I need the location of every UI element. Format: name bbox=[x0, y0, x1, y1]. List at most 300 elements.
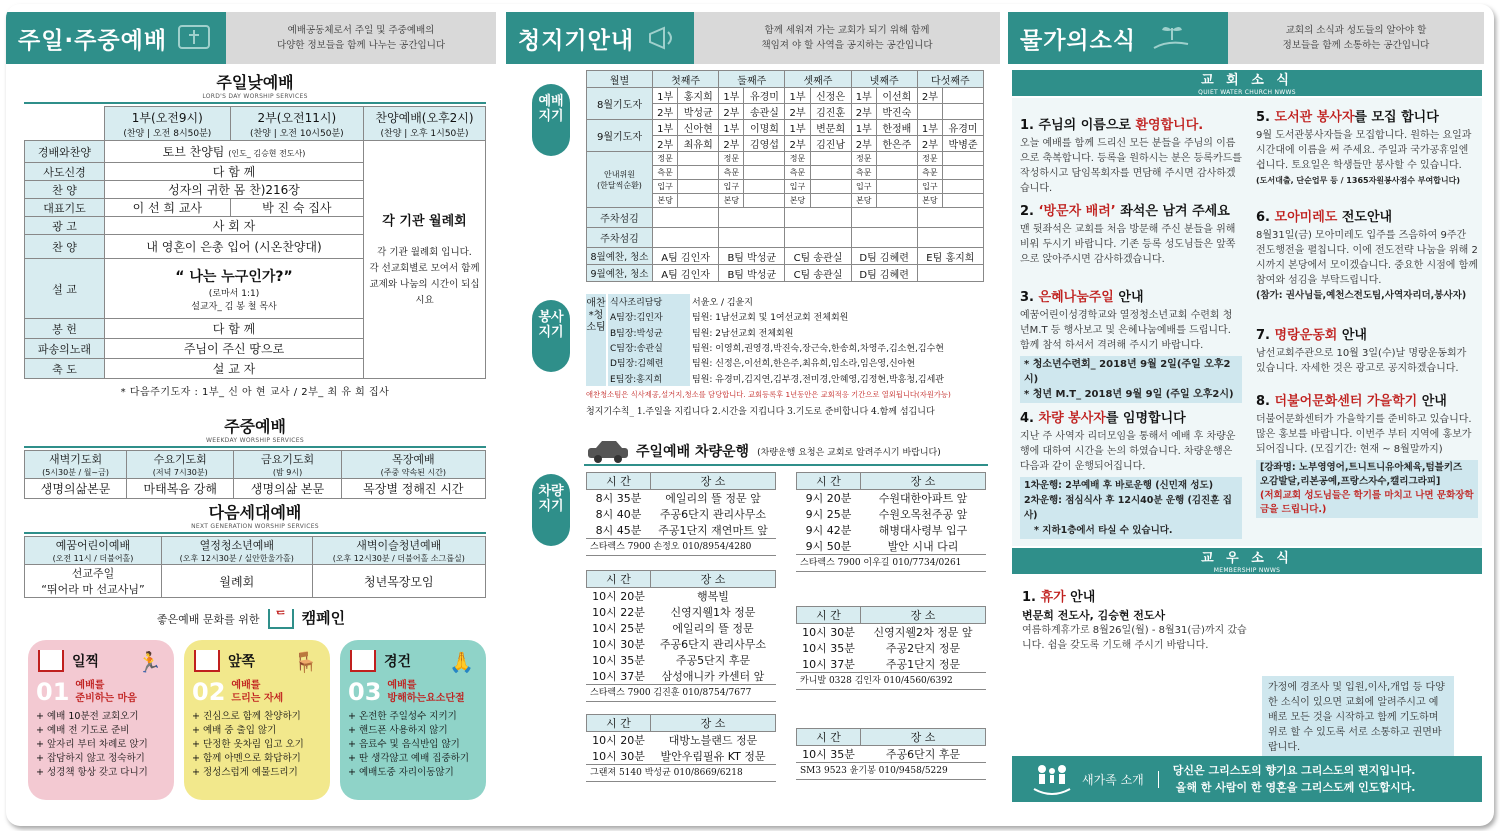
car-label-pill bbox=[532, 474, 570, 546]
right-header-title-box bbox=[1008, 12, 1228, 64]
team-members: 팀원: 1남선교회 및 1여선교회 전체회원 bbox=[692, 313, 849, 324]
steward-rules: 청지기수칙_ 1.주일을 지킵니다 2.시간을 지킵니다 3.기도로 준비합니다 4.함께 섬깁니다 bbox=[586, 407, 935, 417]
campaign-logo-icon bbox=[194, 650, 220, 672]
place-cell: 주공1단지 재연마트 앞 bbox=[658, 524, 768, 537]
team-leader: 식사조리담당 bbox=[608, 294, 690, 309]
place-header: 장 소 bbox=[651, 473, 776, 490]
serve-team-table bbox=[608, 294, 984, 386]
lords-col-2-head: 2부(오전11시) bbox=[257, 110, 337, 125]
time-header: 시 간 bbox=[797, 473, 861, 490]
seated-person-icon: 🪑 bbox=[293, 650, 318, 674]
table-row bbox=[25, 141, 486, 163]
team-members: 서윤오 / 김윤지 bbox=[692, 298, 753, 309]
nextgen-col-head: 열정청소년예배 bbox=[199, 539, 274, 552]
row-value-2: 박 진 숙 집사 bbox=[230, 199, 363, 217]
cell: 2부 bbox=[785, 104, 810, 120]
car-schedule bbox=[796, 472, 986, 554]
news-item-title bbox=[1256, 392, 1478, 412]
team-members: 팀원: 이영희,권영경,박진숙,장근숙,한송희,차영주,김소현,김수현 bbox=[692, 344, 944, 355]
row-label: 파송의노래 bbox=[25, 339, 105, 359]
cell: 박성균 bbox=[678, 104, 719, 120]
place-cell: 주공6단지 관리사무소 bbox=[659, 638, 767, 651]
cell: 2부 bbox=[719, 104, 744, 120]
news-item-box bbox=[1256, 460, 1478, 518]
list-item-text: 성경책 항상 갖고 다니기 bbox=[46, 767, 148, 778]
table-row bbox=[587, 88, 984, 104]
middle-header-desc-line1: 함께 세워져 가는 교회가 되기 위해 함께 bbox=[764, 25, 930, 36]
car-table-2 bbox=[796, 472, 986, 572]
nextgen-subtitle: NEXT GENERATION WORSHIP SERVICES bbox=[191, 523, 319, 530]
list-item-text: 함께 아멘으로 화답하기 bbox=[202, 753, 301, 764]
middle-header-title: 청지기안내 bbox=[518, 27, 635, 54]
news-item-box bbox=[1020, 477, 1242, 539]
campaign-card-name bbox=[36, 648, 166, 676]
serve-note: 애찬청소팀은 식사제공,설거지,청소를 담당합니다. 교회등록후 1년동안은 교회적응 기간으로 열외됩니다(자원가능) bbox=[586, 390, 951, 399]
news-title-emph: 도서관 봉사자 bbox=[1274, 110, 1355, 125]
cell: E팀 홍지희 bbox=[917, 248, 983, 265]
prayer-schedule-table bbox=[586, 70, 984, 282]
table-row bbox=[797, 490, 986, 507]
campaign-heading bbox=[6, 607, 496, 629]
right-header-desc-line2: 정보들을 함께 소통하는 공간입니다 bbox=[1282, 40, 1430, 51]
team-members: 팀원: 신정은,이선희,한은주,최유희,임소라,임은영,신아현 bbox=[692, 359, 916, 370]
news-item-5 bbox=[1256, 108, 1478, 188]
cell: A팀 김인자 bbox=[653, 265, 719, 282]
car-table-header bbox=[797, 607, 986, 624]
cell: 정문 bbox=[719, 152, 744, 166]
news-title-suffix: 를 임명합니다 bbox=[1105, 411, 1186, 426]
list-item: + 예배 전 기도로 준비 bbox=[36, 725, 130, 736]
cell: 본당 bbox=[917, 194, 942, 208]
cell: 입구 bbox=[851, 180, 876, 194]
news-title-prefix: 8. bbox=[1256, 394, 1275, 409]
news-title-prefix: 7. bbox=[1256, 328, 1275, 343]
cell: B팀 박성균 bbox=[719, 248, 785, 265]
place-cell: 해병대사령부 입구 bbox=[878, 524, 968, 537]
middle-header-title-box bbox=[506, 12, 694, 64]
place-cell: 수원오목천주공 앞 bbox=[878, 508, 968, 521]
list-item: + 핸드폰 사용하지 않기 bbox=[348, 725, 448, 736]
guide-label-sub: (한달씩순환) bbox=[597, 180, 642, 190]
nextgen-section bbox=[24, 500, 486, 598]
news-title-prefix: 3. bbox=[1020, 290, 1039, 305]
news-title-emph: 모아미레도 bbox=[1274, 210, 1338, 225]
time-header: 시 간 bbox=[587, 571, 651, 588]
weekday-col-sub: (주중 약속된 시간) bbox=[380, 468, 447, 477]
list-item: + 단정한 옷차림 입고 오기 bbox=[192, 739, 304, 750]
table-row bbox=[587, 265, 984, 282]
driver-info: 스타렉스 7900 김진훈 010/8754/7677 bbox=[586, 684, 776, 701]
weekday-value: 생명의삶본문 bbox=[25, 479, 127, 499]
monthly-meeting-line2: 각 선교회별로 모여서 함께 bbox=[369, 263, 480, 274]
list-item-text: 잡담하지 않고 정숙하기 bbox=[46, 753, 145, 764]
news-item-body: 맨 뒷좌석은 교회를 처음 방문해 주신 분들을 위해 비워 두시기 바랍니다. 기존 등록 성도님들은 앞쪽으로 앉아주시면 감사하겠습니다. bbox=[1020, 224, 1236, 265]
nextgen-col bbox=[312, 537, 485, 565]
time-cell: 10시 25분 bbox=[592, 622, 645, 635]
member-title-prefix: 1. bbox=[1022, 590, 1041, 605]
nextgen-header-row bbox=[25, 537, 486, 565]
car-table-header bbox=[587, 571, 776, 588]
weeks-header-row bbox=[587, 71, 984, 88]
nextgen-value: 월례회 bbox=[161, 565, 312, 598]
time-cell: 10시 22분 bbox=[592, 606, 645, 619]
car-divider bbox=[584, 464, 988, 466]
list-item: + 딴 생각않고 예배 집중하기 bbox=[348, 753, 469, 764]
middle-header-desc-line2: 책임져 야 할 사역을 공지하는 공간입니다 bbox=[761, 40, 933, 51]
table-row bbox=[797, 538, 986, 554]
weekday-col-head: 금요기도회 bbox=[260, 453, 315, 466]
campaign-card-name-text: 경건 bbox=[384, 654, 412, 670]
row-value: 내 영혼이 은총 입어 (시온찬양대) bbox=[105, 235, 364, 259]
weekday-col-head: 목장예배 bbox=[392, 453, 435, 466]
cell: 정문 bbox=[851, 152, 876, 166]
nextgen-bar bbox=[24, 532, 486, 534]
news-title-prefix: 2. bbox=[1020, 204, 1039, 219]
cell: 김영섭 bbox=[744, 136, 785, 152]
team-leader: D팀장:김혜련 bbox=[608, 355, 690, 370]
cell: 1부 bbox=[653, 120, 678, 136]
cell: 1부 bbox=[719, 88, 744, 104]
member-news-header bbox=[1012, 548, 1482, 574]
week-header: 첫째주 bbox=[653, 71, 719, 88]
time-cell: 8시 40분 bbox=[595, 508, 642, 521]
time-cell: 10시 37분 bbox=[592, 670, 645, 683]
cell: 2부 bbox=[917, 88, 942, 104]
news-item-note: (도서대출, 단순업무 등 / 1365자원봉사점수 부여합니다) bbox=[1256, 176, 1461, 185]
news-item-body: 오늘 예배를 함께 드리신 모든 분들을 주님의 이름으로 축복합니다. 등록을 원하시는 분은 등록카드를 작성하시고 담임목회자를 면담해 주시면 감사하겠습니다. bbox=[1020, 138, 1242, 194]
row-value: 성자의 귀한 몸 찬)216장 bbox=[105, 181, 364, 199]
table-row bbox=[587, 120, 984, 136]
cell bbox=[917, 104, 942, 120]
place-cell: 발안 시내 다리 bbox=[887, 540, 959, 553]
cell: 변문희 bbox=[810, 120, 851, 136]
car-table-header bbox=[797, 473, 986, 490]
team-leader: E팀장:홍지희 bbox=[608, 370, 690, 385]
service-label-pill bbox=[532, 300, 570, 372]
news-item-7 bbox=[1256, 326, 1478, 376]
time-cell: 9시 25분 bbox=[805, 508, 852, 521]
time-cell: 8시 45분 bbox=[595, 524, 642, 537]
cell: 측문 bbox=[917, 166, 942, 180]
cell: 본당 bbox=[785, 194, 810, 208]
time-cell: 10시 30분 bbox=[802, 626, 855, 639]
campaign-card-head bbox=[36, 678, 166, 706]
time-cell: 9시 42분 bbox=[805, 524, 852, 537]
list-item: + 정성스럽게 예물드리기 bbox=[192, 767, 298, 778]
cell: A팀 김인자 bbox=[653, 248, 719, 265]
list-item-text: 앞자리 부터 차례로 앉기 bbox=[46, 739, 148, 750]
campaign-logo-icon bbox=[350, 650, 376, 672]
row-label: 주차섬김 bbox=[587, 208, 653, 228]
cell: 본당 bbox=[653, 194, 678, 208]
car-table-header bbox=[587, 473, 776, 490]
news-item-2 bbox=[1020, 202, 1242, 267]
nextgen-col-sub: (오후 12시30분 / 더불어홀 소그룹실) bbox=[332, 554, 465, 563]
right-header-desc bbox=[1228, 23, 1484, 53]
table-row bbox=[797, 656, 986, 672]
campaign-card-heading-2: 준비하는 마음 bbox=[75, 693, 137, 704]
cell: C팀 송관실 bbox=[785, 265, 851, 282]
middle-column bbox=[506, 4, 1000, 826]
lords-col-2 bbox=[230, 107, 363, 141]
cell: 측문 bbox=[719, 166, 744, 180]
table-row bbox=[587, 636, 776, 652]
team-leader: C팀장:송관실 bbox=[608, 340, 690, 355]
cell: 김진남 bbox=[810, 136, 851, 152]
list-item-text: 딴 생각않고 예배 집중하기 bbox=[358, 753, 469, 764]
news-item-body: 지난 주 사역자 리더모임을 통해서 예배 후 차량운행에 대하여 시간을 논의 하였습니다. 차량운행은 다음과 같이 운행되어집니다. bbox=[1020, 431, 1236, 472]
nextgen-value-line1: 선교주일 bbox=[71, 567, 115, 580]
row-value: 다 함 께 bbox=[105, 319, 364, 339]
right-column bbox=[1008, 4, 1494, 826]
time-cell: 9시 20분 bbox=[805, 492, 852, 505]
news-item-title bbox=[1256, 108, 1478, 128]
member-news-subtitle: MEMBERSHIP NWWS bbox=[1213, 567, 1281, 574]
campaign-card-name-text: 앞쪽 bbox=[228, 654, 256, 670]
time-header: 시 간 bbox=[797, 607, 861, 624]
monthly-meeting-line1: 각 기관 월례회 입니다. bbox=[377, 247, 472, 258]
campaign-title: 캠페인 bbox=[301, 609, 346, 627]
table-row bbox=[587, 248, 984, 265]
member-item-sub: 변문희 전도사, 김승현 전도사 bbox=[1022, 609, 1166, 622]
lords-col-3-sub: (찬양 | 오후 1시50분) bbox=[380, 128, 469, 139]
campaign-card-heading-2: 방해하는요소단절 bbox=[387, 693, 465, 704]
nextgen-col bbox=[161, 537, 312, 565]
cell: D팀 김혜련 bbox=[851, 265, 917, 282]
cell bbox=[943, 104, 984, 120]
car-icon bbox=[586, 438, 630, 464]
serve-side-label: 애찬*청소팀 bbox=[586, 294, 606, 386]
worship-label-text: 예배지기 bbox=[538, 94, 564, 124]
table-row bbox=[587, 604, 776, 620]
row-value: 이 선 희 교사 bbox=[105, 199, 231, 217]
news-item-title bbox=[1020, 116, 1242, 136]
news-item-6 bbox=[1256, 208, 1478, 303]
car-note: (차량운행 요청은 교회로 알려주시기 바랍니다) bbox=[757, 447, 941, 458]
time-cell: 10시 20분 bbox=[592, 734, 645, 747]
cell: 이선희 bbox=[876, 88, 917, 104]
sermon-cell bbox=[105, 259, 364, 319]
campaign-card-heading bbox=[75, 679, 136, 705]
prayer-request-box: 가정에 경조사 및 입원,이사,개업 등 다양한 소식이 있으면 교회에 알려주시고 예배로 모든 것을 시작하고 함께 기도하며 위로 할 수 있도록 서로 소통하고 권면바랍니다. bbox=[1262, 676, 1454, 759]
campaign-card-3 bbox=[340, 640, 486, 800]
new-family-message bbox=[1173, 762, 1416, 796]
member-item-1 bbox=[1022, 588, 1252, 653]
lords-day-header-row bbox=[25, 107, 486, 141]
team-members: 팀원: 2남선교회 전체회원 bbox=[692, 328, 794, 339]
car-schedule bbox=[586, 570, 776, 684]
weekday-value: 목장별 정해진 시간 bbox=[341, 479, 485, 499]
row-label: 8월예찬, 청소 bbox=[587, 248, 653, 265]
cell: 박진숙 bbox=[876, 104, 917, 120]
cell: 송관실 bbox=[744, 104, 785, 120]
place-header: 장 소 bbox=[861, 473, 986, 490]
list-item: + 성경책 항상 갖고 다니기 bbox=[36, 767, 148, 778]
news-item-box-line: * 청소년수련회_ 2018년 9월 2일(주일 오후2시) bbox=[1024, 359, 1231, 385]
list-item-text: 예배도중 자리이동않기 bbox=[358, 767, 454, 778]
campaign-card-head bbox=[348, 678, 478, 706]
lords-day-bar bbox=[24, 102, 486, 104]
news-title-prefix: 4. bbox=[1020, 411, 1039, 426]
news-item-box-line: [강좌명: 노부영영어,트니트니유아체육,텀블키즈 오감발달,리본공예,프랑스자수,캘리그라피] bbox=[1260, 462, 1463, 487]
car-schedule bbox=[796, 606, 986, 672]
news-title-emph: 환영합니다. bbox=[1135, 118, 1204, 133]
news-item-box-line: 2차운행: 점심식사 후 12시40분 운행 (김진훈 집사) bbox=[1024, 495, 1232, 521]
nextgen-value bbox=[25, 565, 162, 598]
driver-info: 스타렉스 7900 이우길 010/7734/0261 bbox=[796, 554, 986, 571]
car-schedule bbox=[586, 714, 776, 764]
list-item-text: 예배 10분전 교회오기 bbox=[46, 711, 139, 722]
cell: 한정배 bbox=[876, 120, 917, 136]
place-header: 장 소 bbox=[651, 571, 776, 588]
cell: 김진훈 bbox=[810, 104, 851, 120]
place-header: 장 소 bbox=[651, 715, 776, 732]
news-item-note: (참가: 권사님들,예천스전도팀,사역자리더,봉사자) bbox=[1256, 290, 1467, 301]
table-row bbox=[587, 522, 776, 538]
car-table-6 bbox=[796, 728, 986, 780]
news-item-title bbox=[1256, 326, 1478, 346]
guide-label bbox=[587, 152, 653, 208]
weekday-col-sub: (저녁 7시30분) bbox=[152, 468, 208, 477]
campaign-card-number: 02 bbox=[192, 678, 226, 706]
table-row bbox=[608, 355, 984, 370]
campaign-card-head bbox=[192, 678, 322, 706]
church-news-header bbox=[1012, 70, 1482, 96]
lords-day-table bbox=[24, 106, 486, 379]
list-item: + 진심으로 함께 찬양하기 bbox=[192, 711, 301, 722]
news-item-box-line: 1차운행: 2부예배 후 바로운행 (신민재 성도) bbox=[1024, 480, 1214, 491]
lords-col-1-sub: (찬양 | 오전 8시50분) bbox=[123, 128, 212, 139]
car-heading bbox=[586, 438, 986, 464]
driver-info: SM3 9523 윤기봉 010/9458/5229 bbox=[796, 762, 986, 779]
table-row bbox=[797, 506, 986, 522]
news-item-title bbox=[1020, 409, 1242, 429]
nextgen-value: 청년목장모임 bbox=[312, 565, 485, 598]
row-value-main: 토브 찬양팀 bbox=[162, 145, 225, 159]
church-news-subtitle: QUIET WATER CHURCH NWWS bbox=[1198, 89, 1296, 96]
weekday-col-sub: (밤 9시) bbox=[272, 468, 303, 477]
driver-info: 그랜져 5140 박성균 010/8669/6218 bbox=[586, 764, 776, 781]
car-label-text: 차량지기 bbox=[538, 484, 564, 514]
driver-info: 카니발 0328 김인자 010/4560/6392 bbox=[796, 672, 986, 689]
table-row bbox=[797, 624, 986, 641]
list-item: + 함께 아멘으로 화답하기 bbox=[192, 753, 301, 764]
lords-col-3 bbox=[364, 107, 486, 141]
news-title-suffix: 좌석은 남겨 주세요 bbox=[1115, 204, 1230, 219]
nextgen-value-row bbox=[25, 565, 486, 598]
car-title: 주일예배 차량운행 bbox=[636, 444, 750, 460]
car-table-1 bbox=[586, 472, 776, 556]
list-item-text: 핸드폰 사용하지 않기 bbox=[358, 725, 448, 736]
list-item-text: 정성스럽게 예물드리기 bbox=[202, 767, 298, 778]
weekday-col bbox=[341, 451, 485, 479]
middle-header-desc bbox=[694, 23, 1000, 53]
car-table-4 bbox=[796, 606, 986, 690]
cell: 정문 bbox=[653, 152, 678, 166]
nextgen-table bbox=[24, 536, 486, 598]
middle-header bbox=[506, 12, 1000, 64]
week-header: 월별 bbox=[587, 71, 653, 88]
campaign-card-list bbox=[36, 710, 166, 780]
car-schedule bbox=[586, 472, 776, 538]
cell: 1부 bbox=[917, 120, 942, 136]
table-row bbox=[797, 640, 986, 656]
news-item-4 bbox=[1020, 409, 1242, 539]
guide-label-text: 안내위원 bbox=[604, 169, 635, 179]
cell: 1부 bbox=[851, 88, 876, 104]
news-item-box-line: * 지하1층에서 타실 수 있습니다. bbox=[1034, 525, 1173, 536]
table-row bbox=[797, 746, 986, 763]
place-cell: 주공6단지 관리사무소 bbox=[659, 508, 767, 521]
cell bbox=[943, 88, 984, 104]
nextgen-col-head: 예꿈어린이예배 bbox=[55, 539, 131, 552]
cell: 1부 bbox=[785, 120, 810, 136]
nextgen-col-sub: (오전 11시 / 더불어홀) bbox=[52, 554, 134, 563]
time-cell: 10시 30분 bbox=[592, 638, 645, 651]
place-cell: 발안우림필유 KT 정문 bbox=[660, 750, 766, 763]
team-leader: A팀장:김인자 bbox=[608, 309, 690, 324]
table-row bbox=[608, 294, 984, 309]
time-header: 시 간 bbox=[587, 715, 651, 732]
campaign-lead: 좋은예배 문화를 위한 bbox=[156, 613, 260, 626]
weekday-col-sub: (5시30분 / 월~금) bbox=[42, 468, 109, 477]
time-cell: 10시 35분 bbox=[802, 642, 855, 655]
table-row bbox=[608, 340, 984, 355]
table-row bbox=[587, 152, 984, 166]
cell: 입구 bbox=[653, 180, 678, 194]
place-cell: 신영지웰1차 정문 bbox=[670, 606, 756, 619]
row-value: 주님이 주신 땅으로 bbox=[105, 339, 364, 359]
week-header: 둘째주 bbox=[719, 71, 785, 88]
new-family-line1: 당신은 그리스도의 향기요 그리스도의 편지입니다. bbox=[1172, 764, 1416, 777]
campaign-card-heading-2: 드리는 자세 bbox=[231, 693, 284, 704]
place-cell: 수원대한아파트 앞 bbox=[878, 492, 968, 505]
news-item-title bbox=[1256, 208, 1478, 228]
weekday-col bbox=[25, 451, 127, 479]
list-item-text: 진심으로 함께 찬양하기 bbox=[202, 711, 301, 722]
row-label: 축 도 bbox=[25, 359, 105, 379]
praying-person-icon: 🙏 bbox=[449, 650, 474, 674]
weekday-col-head: 수요기도회 bbox=[153, 453, 207, 466]
cell: 본당 bbox=[851, 194, 876, 208]
cell: D팀 김혜련 bbox=[851, 248, 917, 265]
place-header: 장 소 bbox=[861, 729, 986, 746]
row-label: 8월기도자 bbox=[587, 88, 653, 120]
cell: 정문 bbox=[785, 152, 810, 166]
place-cell: 주공2단지 정문 bbox=[885, 642, 961, 655]
right-header bbox=[1008, 12, 1484, 64]
new-family-footer bbox=[1012, 756, 1482, 802]
news-title-suffix: 안내 bbox=[1337, 328, 1367, 343]
time-cell: 10시 37분 bbox=[802, 658, 855, 671]
table-row bbox=[797, 522, 986, 538]
place-cell: 주공6단지 후문 bbox=[885, 748, 961, 761]
row-label: 경배와찬양 bbox=[25, 141, 105, 163]
news-title-suffix: 안내 bbox=[1417, 394, 1447, 409]
campaign-logo-icon: ᄃ bbox=[268, 609, 294, 629]
bible-icon bbox=[173, 20, 217, 56]
cell: 입구 bbox=[917, 180, 942, 194]
cell: 2부 bbox=[785, 136, 810, 152]
table-row bbox=[587, 620, 776, 636]
weekday-section bbox=[24, 414, 486, 499]
cell: 2부 bbox=[653, 136, 678, 152]
lords-day-section bbox=[24, 70, 486, 398]
table-row bbox=[608, 325, 984, 340]
cell: 1부 bbox=[785, 88, 810, 104]
lords-day-title: 주일낮예배 bbox=[216, 73, 294, 92]
lords-day-subtitle: LORD'S DAY WORSHIP SERVICES bbox=[202, 93, 308, 100]
